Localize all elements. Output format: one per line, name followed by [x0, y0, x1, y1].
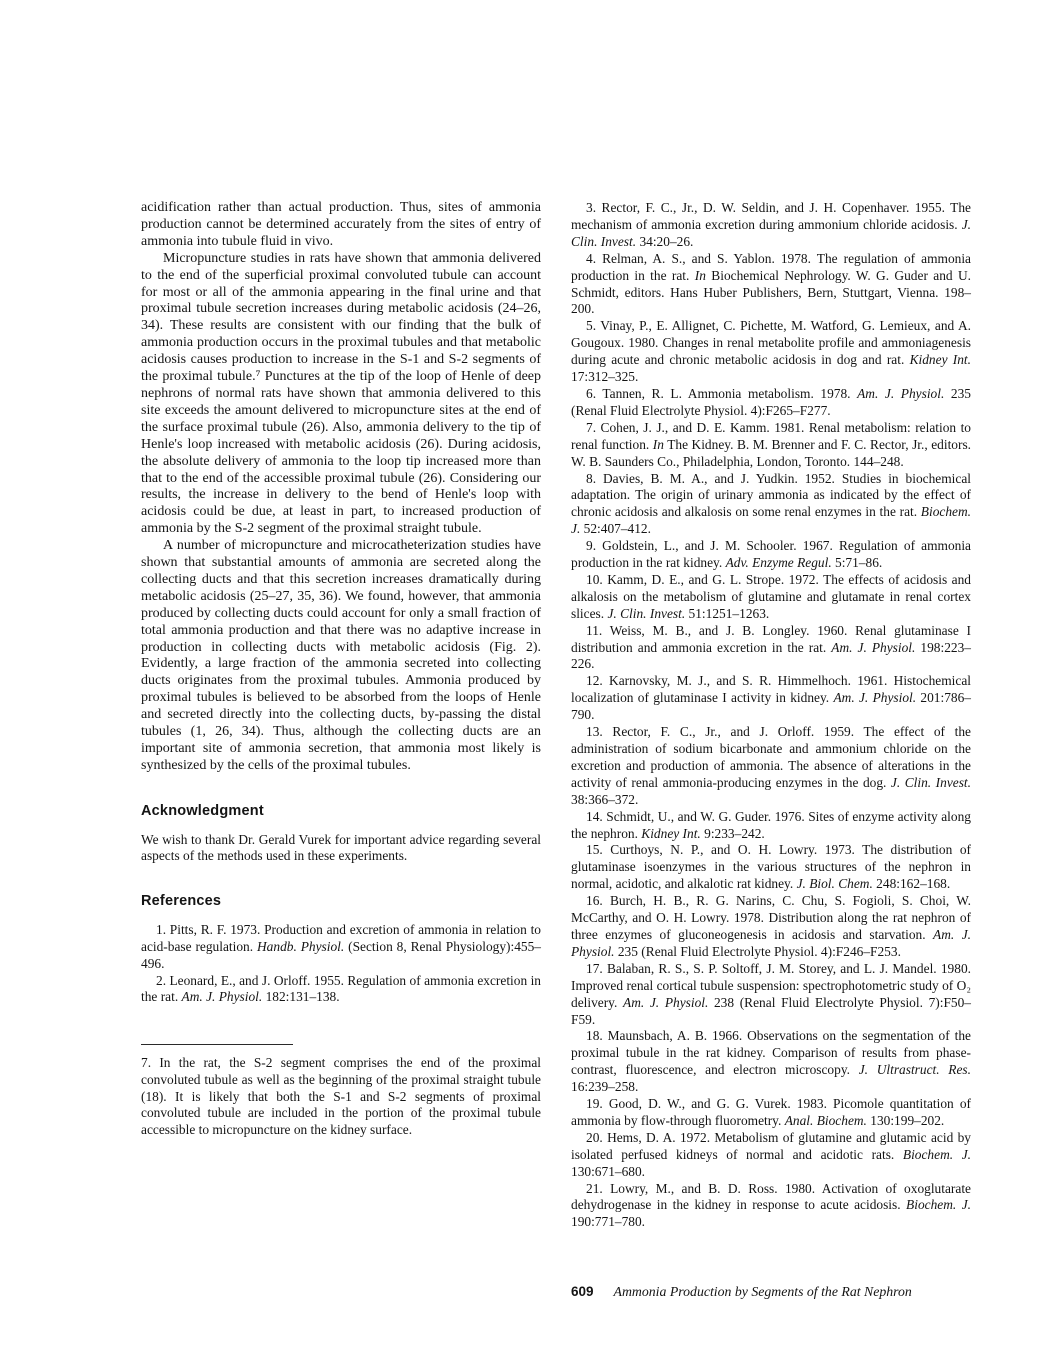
reference-journal-name: In: [694, 267, 706, 283]
page-footer: [571, 1284, 971, 1300]
reference-text: 11. Weiss, M. B., and J. B. Longley. 1960. Renal glutaminase I distribution and ammonia excretion in the rat.: [571, 622, 971, 655]
reference-text: 7. Cohen, J. J., and D. E. Kamm. 1981. Renal metabolism: relation to renal function.: [571, 419, 971, 452]
reference-text: 52:407–412.: [580, 521, 651, 537]
reference-item: [141, 922, 541, 973]
reference-journal-name: J. Biol. Chem.: [796, 876, 873, 892]
reference-item: [571, 809, 971, 843]
reference-text: 8. Davies, B. M. A., and J. Yudkin. 1952. Studies in biochemical adaptation. The origin of urinary ammonia as indicated by the effect of chronic acidosis and alkalosis on some renal enzymes in the rat.: [571, 470, 971, 520]
footnote-text: 7. In the rat, the S-2 segment comprises the end of the proximal convoluted tubule as well as the beginning of the proximal straight tubule (18). It is likely that both the S-1 and S-2 segments of proximal convoluted tubule are included in the portion of the proximal tubule accessible to micropuncture on the kidney surface.: [141, 1055, 541, 1138]
reference-item: [571, 893, 971, 961]
reference-item: [571, 961, 971, 1029]
reference-item: [571, 623, 971, 674]
reference-journal-name: J. Clin. Invest.: [607, 605, 686, 621]
reference-item: [571, 1181, 971, 1232]
reference-text: 235 (Renal Fluid Electrolyte Physiol. 4):F265–F277.: [571, 385, 971, 418]
reference-text: 20. Hems, D. A. 1972. Metabolism of glutamine and glutamic acid by isolated perfused kidneys of normal and acidotic rats.: [571, 1129, 971, 1162]
reference-item: [571, 200, 971, 251]
reference-text: 9. Goldstein, L., and J. M. Schooler. 1967. Regulation of ammonia production in the rat kidney.: [571, 538, 971, 571]
reference-item: [571, 471, 971, 539]
reference-text: 5:71–86.: [831, 555, 883, 571]
reference-journal-name: Am. J. Physiol.: [571, 926, 972, 959]
reference-text: 17. Balaban, R. S., S. P. Soltoff, J. M. Storey, and L. J. Mandel. 1980. Improved renal cortical tubule suspension: spectrophotometric study of O₂ delivery.: [571, 960, 971, 1010]
reference-item: [571, 1028, 971, 1096]
reference-journal-name: Handb. Physiol.: [257, 938, 345, 954]
reference-item: [571, 386, 971, 420]
reference-text: 238 (Renal Fluid Electrolyte Physiol. 7):F50–F59.: [571, 994, 971, 1027]
reference-text: 16:239–258.: [571, 1079, 639, 1095]
reference-text: 14. Schmidt, U., and W. G. Guder. 1976. Sites of enzyme activity along the nephron.: [571, 808, 971, 841]
references-list-right: [571, 200, 971, 1231]
reference-journal-name: Am. J. Physiol.: [857, 385, 945, 401]
reference-text: 201:786–790.: [571, 690, 971, 723]
footnote-rule: [141, 1044, 293, 1045]
reference-item: [571, 1130, 971, 1181]
reference-text: Biochemical Nephrology. W. G. Guder and U. Schmidt, editors. Hans Huber Publishers, Bern, Stuttgart, Vienna. 198–200.: [571, 267, 971, 317]
reference-item: [571, 251, 971, 319]
reference-journal-name: J. Ultrastruct. Res.: [858, 1062, 971, 1078]
reference-text: 4. Relman, A. S., and S. Yablon. 1978. The regulation of ammonia production in the rat.: [571, 250, 971, 283]
footnote: [141, 1044, 541, 1139]
body-paragraph: Micropuncture studies in rats have shown that ammonia delivered to the end of the superficial proximal convoluted tubule can account for most or all of the ammonia appearing in the final urine and that proximal tubule secretion increases during metabolic acidosis (24–26, 34). These results are consistent with our finding that the bulk of ammonia production occurs in the proximal tubules and that metabolic acidosis causes production to increase in the S-1 and S-2 segments of the proximal tubule.⁷ Punctures at the tip of the loop of Henle of deep nephrons of normal rats have shown that ammonia delivered to this site exceeds the amount delivered to micropuncture sites at the end of the surface proximal tubule (26). Also, ammonia delivery to the tip of Henle's loop increased with metabolic acidosis (26). During acidosis, the absolute delivery of ammonia to the loop tip increased more than that to the end of the accessible proximal tubule (26). Considering our results, the increase in delivery to the bend of Henle's loop with acidosis could be due, at least in part, to increased production of ammonia by the S-2 segment of the proximal straight tubule.: [141, 250, 541, 537]
reference-item: [571, 318, 971, 386]
reference-journal-name: Am. J. Physiol.: [181, 989, 263, 1005]
reference-text: 5. Vinay, P., E. Allignet, C. Pichette, M. Watford, G. Lemieux, and A. Gougoux. 1980. Changes in renal metabolite profile and ammoniagenesis during acute and chronic metabolic acidosis in dog and rat.: [571, 318, 971, 368]
reference-journal-name: Am. J. Physiol.: [833, 690, 917, 706]
reference-item: [571, 724, 971, 809]
reference-journal-name: Am. J. Physiol.: [831, 639, 916, 655]
reference-item: [571, 572, 971, 623]
reference-text: 19. Good, D. W., and G. G. Vurek. 1983. Picomole quantitation of ammonia by flow-through fluorometry.: [571, 1096, 971, 1128]
reference-text: 10. Kamm, D. E., and G. L. Strope. 1972. The effects of acidosis and alkalosis on the metabolism of glutamine and glutamate in renal cortex slices.: [571, 571, 971, 621]
reference-text: 18. Maunsbach, A. B. 1966. Observations on the segmentation of the proximal tubule in the rat kidney. Comparison of results from phase-contrast, fluorescence, and electron microscopy.: [571, 1028, 971, 1078]
reference-item: [571, 673, 971, 724]
reference-text: 17:312–325.: [571, 369, 639, 385]
running-title: Ammonia Production by Segments of the Rat Nephron: [613, 1284, 912, 1299]
page-number: 609: [571, 1284, 594, 1299]
reference-journal-name: Adv. Enzyme Regul.: [725, 555, 832, 571]
reference-text: 16. Burch, H. B., R. G. Narins, C. Chu, S. Fogioli, S. Choi, W. McCarthy, and O. H. Lowry. 1978. Distribution along the rat nephron of three enzymes of gluconeogenesis in acidosis and starvation.: [571, 893, 971, 942]
acknowledgment-heading: Acknowledgment: [141, 802, 264, 819]
reference-journal-name: In: [652, 436, 664, 452]
reference-text: (Section 8, Renal Physiology):455–496.: [141, 938, 541, 971]
reference-text: 248:162–168.: [872, 876, 951, 892]
reference-item: [141, 973, 541, 1007]
reference-text: 9:233–242.: [700, 825, 765, 841]
reference-text: 235 (Renal Fluid Electrolyte Physiol. 4):F246–F253.: [614, 943, 901, 959]
reference-journal-name: Am. J. Physiol.: [623, 994, 709, 1010]
reference-journal-name: Biochem. J.: [902, 1146, 972, 1162]
reference-item: [571, 538, 971, 572]
reference-text: 2. Leonard, E., and J. Orloff. 1955. Regulation of ammonia excretion in the rat.: [141, 972, 541, 1005]
reference-text: 130:199–202.: [866, 1112, 945, 1128]
reference-text: 15. Curthoys, N. P., and O. H. Lowry. 1973. The distribution of glutaminase isoenzymes in the various structures of the nephron in normal, acidotic, and alkalotic rat kidney.: [571, 842, 971, 892]
references-heading: References: [141, 892, 222, 909]
reference-journal-name: J. Clin. Invest.: [571, 216, 971, 249]
reference-text: 1. Pitts, R. F. 1973. Production and excretion of ammonia in relation to acid-base regulation.: [141, 921, 541, 954]
reference-text: 21. Lowry, M., and B. D. Ross. 1980. Activation of oxoglutarate dehydrogenase in the kidney in response to acute acidosis.: [571, 1180, 971, 1213]
right-column: [571, 200, 971, 1231]
reference-item: [571, 842, 971, 893]
reference-text: 13. Rector, F. C., Jr., and J. Orloff. 1959. The effect of the administration of sodium bicarbonate and ammonium chloride on the excretion and production of ammonia. The absence of alterations in the activity of renal ammonia-producing enzymes in the dog.: [571, 724, 971, 790]
reference-text: 182:131–138.: [262, 989, 340, 1005]
reference-item: [571, 420, 971, 471]
reference-text: 12. Karnovsky, M. J., and S. R. Himmelhoch. 1961. Histochemical localization of glutaminase I activity in kidney.: [571, 673, 971, 706]
reference-journal-name: Anal. Biochem.: [784, 1112, 867, 1128]
reference-item: [571, 1096, 971, 1130]
body-paragraph: A number of micropuncture and microcatheterization studies have shown that substantial amounts of ammonia are secreted along the collecting ducts and that this secretion increases dramatically during metabolic acidosis (25–27, 35, 36). We found, however, that ammonia produced by collecting ducts could account for only a small fraction of total ammonia production and that there was no adaptive increase in production in collecting ducts with metabolic acidosis (Fig. 2). Evidently, a large fraction of the ammonia secreted into collecting ducts originates from the proximal tubules. Ammonia produced by proximal tubules is believed to be absorbed from the loops of Henle and secreted directly into the collecting ducts, by-passing the distal tubules (1, 26, 34). Thus, although the collecting ducts are an important site of ammonia secretion, that ammonia most likely is synthesized by the cells of the proximal tubules.: [141, 538, 541, 773]
body-paragraph: acidification rather than actual production. Thus, sites of ammonia production cannot be determined accurately from the sites of entry of ammonia into tubule fluid in vivo.: [141, 200, 541, 249]
reference-journal-name: Biochem. J.: [571, 504, 971, 537]
reference-text: 6. Tannen, R. L. Ammonia metabolism. 1978.: [586, 385, 858, 401]
reference-text: The Kidney. B. M. Brenner and F. C. Rector, Jr., editors. W. B. Saunders Co., Philadelphia, London, Toronto. 144–248.: [571, 436, 972, 469]
reference-journal-name: J. Clin. Invest.: [890, 774, 971, 790]
reference-text: 198:223–226.: [571, 639, 971, 672]
reference-journal-name: Kidney Int.: [641, 825, 701, 841]
reference-text: 3. Rector, F. C., Jr., D. W. Seldin, and J. H. Copenhaver. 1955. The mechanism of ammonia excretion during ammonium chloride acidosis.: [571, 200, 971, 232]
reference-text: 130:671–680.: [571, 1163, 646, 1179]
acknowledgment-text: We wish to thank Dr. Gerald Vurek for important advice regarding several aspects of the methods used in these experiments.: [141, 831, 541, 864]
references-list-left: [141, 922, 541, 1007]
reference-text: 51:1251–1263.: [685, 605, 770, 621]
reference-journal-name: Kidney Int.: [909, 352, 971, 368]
reference-text: 34:20–26.: [636, 233, 694, 249]
left-column: [141, 200, 541, 1231]
reference-text: 38:366–372.: [571, 791, 639, 807]
reference-text: 190:771–780.: [571, 1214, 646, 1230]
reference-journal-name: Biochem. J.: [906, 1197, 971, 1213]
two-column-layout: [141, 200, 971, 1231]
